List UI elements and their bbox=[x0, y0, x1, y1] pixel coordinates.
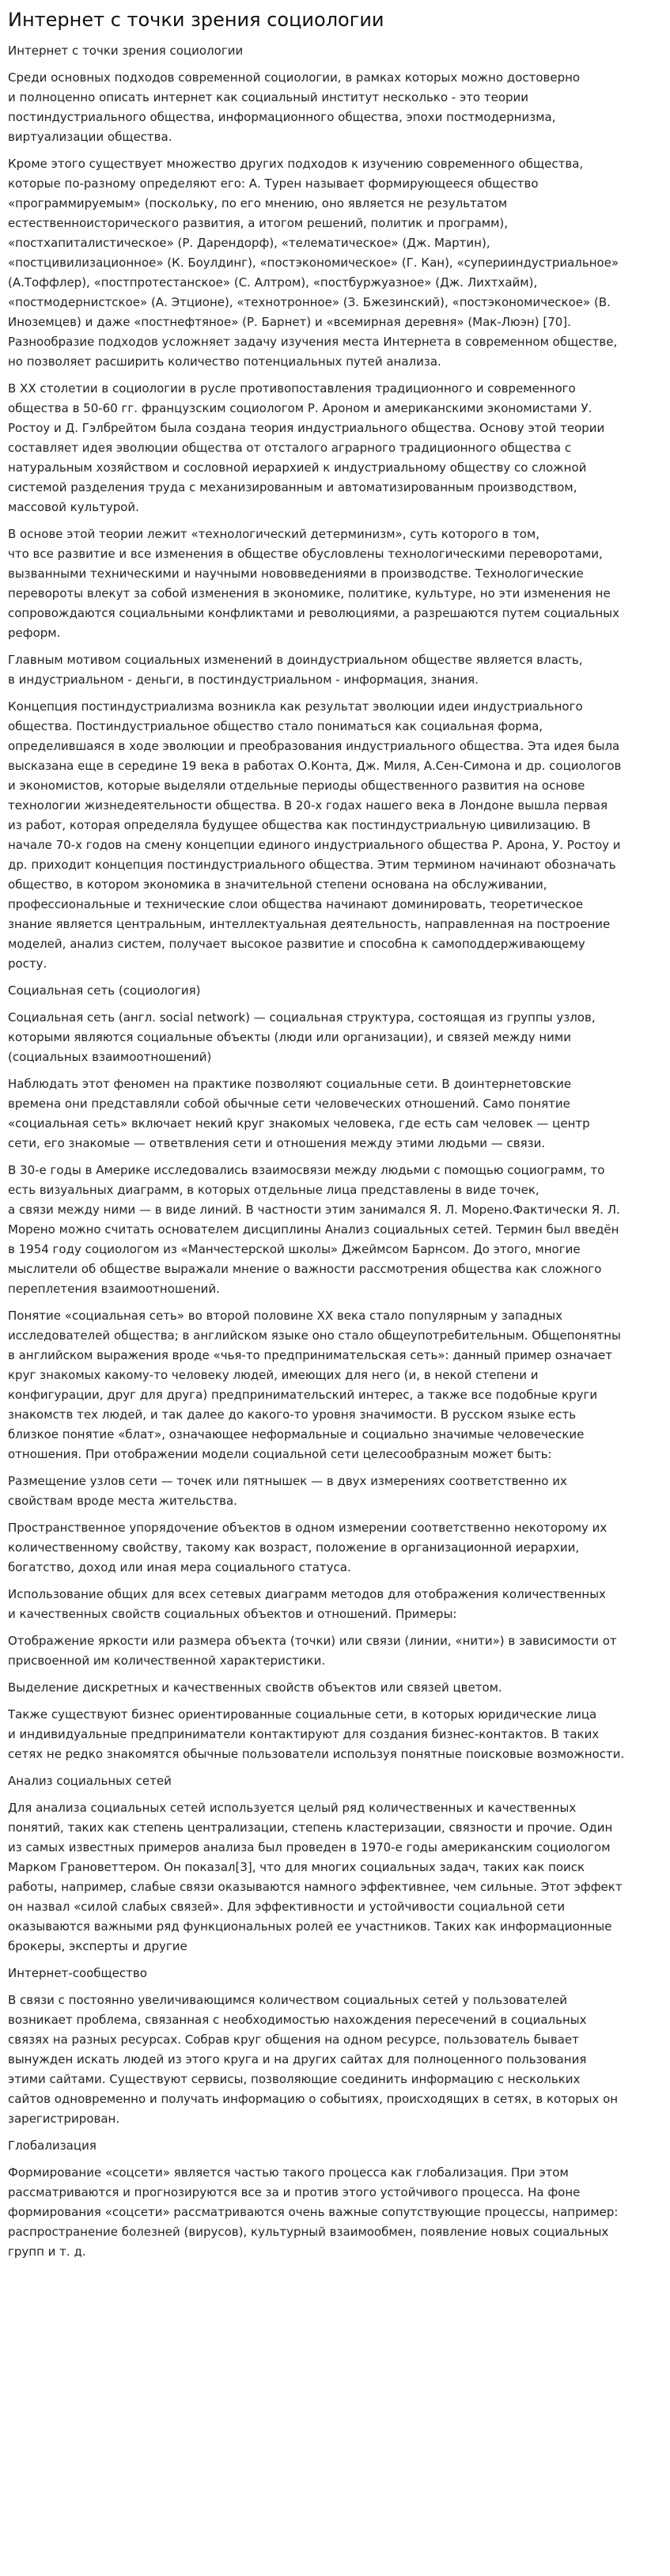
paragraph-globalization: Формирование «соцсети» является частью такого процесса как глобализация. При этом рассматриваются и прогнозируются все за и против этого устойчивого процесса. На фоне формирования «соцсети» рассматриваются очень важные сопутствующие процессы, например: распространение болезней (вирусов), культурный взаимообмен, появление новых социальных групп и т. д. bbox=[8, 2165, 619, 2259]
paragraph-node-placement: Размещение узлов сети — точек или пятнышек — в двух измерениях соответственно их свойствам вроде места жительства. bbox=[8, 1474, 567, 1508]
section-heading-social-network: Социальная сеть (социология) bbox=[8, 983, 201, 998]
paragraph-main-motive: Главным мотивом социальных изменений в доиндустриальном обществе является власть, в индустриальном - деньги, в постиндустриальном - информация, знания. bbox=[8, 653, 583, 687]
article-subtitle: Интернет с точки зрения социологии bbox=[8, 44, 244, 58]
page-title: Интернет с точки зрения социологии bbox=[8, 9, 384, 31]
paragraph-phenomenon: Наблюдать этот феномен на практике позволяют социальные сети. В доинтернетовские времена они представляли собой обычные сети человеческих отношений. Само понятие «социальная сеть» включает некий круг знакомых человека, где есть сам человек — центр сети, его знакомые — ответвления сети и отношения между этими людьми — связи. bbox=[8, 1077, 590, 1150]
paragraph-analysis: Для анализа социальных сетей используется целый ряд количественных и качественных понятий, таких как степень централизации, степень кластеризации, связности и прочие. Один из самых известных примеров анализа был проведен в 1970-е годы американским социологом Марком Грановеттером. Он показал[3], что для многих социальных задач, таких как поиск работы, например, слабые связи оказываются намного эффективнее, чем сильные. Этот эффект он назвал «силой слабых связей». Для эффективности и устойчивости социальной сети оказываются важными ряд функциональных ролей ее участников. Таких как информационные брокеры, эксперты и другие bbox=[8, 1801, 623, 1953]
paragraph-social-network-definition: Социальная сеть (англ. social network) — социальная структура, состоящая из группы узлов, которыми являются социальные объекты (люди или организации), и связей между ними (социальных взаимоотношений) bbox=[8, 1010, 596, 1064]
paragraph-business-networks: Также существуют бизнес ориентированные социальные сети, в которых юридические лица и индивидуальные предприниматели контактируют для создания бизнес-контактов. В таких сетях не редко знакомятся обычные пользователи используя понятные поисковые возможности. bbox=[8, 1707, 625, 1761]
section-heading-analysis: Анализ социальных сетей bbox=[8, 1774, 172, 1788]
paragraph-spatial-ordering: Пространственное упорядочение объектов в одном измерении соответственно некоторому их количественному свойству, такому как возраст, положение в организационной иерархии, богатство, доход или иная мера социального статуса. bbox=[8, 1521, 608, 1574]
paragraph-color-highlight: Выделение дискретных и качественных свойств объектов или связей цветом. bbox=[8, 1680, 502, 1695]
paragraph-concept-social-network: Понятие «социальная сеть» во второй половине XX века стало популярным у западных исследователей общества; в английском языке оно стало общеупотребительным. Общепонятны в английском выражения вроде «чья-то предпринимательская сеть»: данный пример означает круг знакомых какому-то человеку людей, имеющих для него (и, в некой степени и конфигурации, друг для друга) предпринимательский интерес, а также все подобные круги знакомств тех людей, и так далее до какого-то уровня значимости. В русском языке есть близкое понятие «блат», означающее неформальные и социально значимые человеческие отношения. При отображении модели социальной сети целесообразным может быть: bbox=[8, 1309, 621, 1461]
paragraph-approaches: Среди основных подходов современной социологии, в рамках которых можно достоверно и полноценно описать интернет как социальный институт несколько - это теории постиндустриального общества, информационного общества, эпохи постмодернизма, виртуализации общества. bbox=[8, 70, 581, 144]
paragraph-other-approaches: Кроме этого существует множество других подходов к изучению современного общества, которые по-разному определяют его: А. Турен называет формирующееся общество «программируемым» (поскольку, по его мнению, оно является не результатом естественноисторического развития, а итогом решений, политик и программ), «постхапиталистическое» (Р. Дарендорф), «телематическое» (Дж. Мартин), «постцивилизационное» (К. Боулдинг), «постэкономическое» (Г. Кан), «суперииндустриальное» (А.Тоффлер), «постпротестанское» (С. Алтром), «постбуржуазное» (Дж. Лихтхайм), «постмодернистское» (А. Этционе), «технотронное» (З. Бжезинский), «постэкономическое» (В. Иноземцев) и даже «постнефтяное» (Р. Барнет) и «всемирная деревня» (Мак-Люэн) [70]. Разнообразие подходов усложняет задачу изучения места Интернета в современном обществе, но позволяет расширить количество потенциальных путей анализа. bbox=[8, 157, 619, 369]
paragraph-postindustrialism: Концепция постиндустриализма возникла как результат эволюции идеи индустриального общества. Постиндустриальное общество стало пониматься как социальная форма, определившаяся в ходе эволюции и преобразования индустриального общества. Эта идея была высказана еще в середине 19 века в работах О.Конта, Дж. Миля, А.Сен-Симона и др. социологов и экономистов, которые выделяли отдельные периоды общественного развития на основе технологии жизнедеятельности общества. В 20-х годах нашего века в Лондоне вышла первая из работ, которая определяла будущее общества как постиндустриальную цивилизацию. В начале 70-х годов на смену концепции единого индустриального общества Р. Арона, У. Ростоу и др. приходит концепция постиндустриального общества. Этим термином начинают обозначать общество, в котором экономика в значительной степени основана на обслуживании, профессиональные и технические слои общества начинают доминировать, теоретическое знание является центральным, интеллектуальная деятельность, направленная на построение моделей, анализ систем, получает высокое развитие и способна к самоподдерживающему росту. bbox=[8, 699, 622, 971]
section-heading-globalization: Глобализация bbox=[8, 2138, 97, 2153]
paragraph-common-methods: Использование общих для всех сетевых диаграмм методов для отображения количественных и качественных свойств социальных объектов и отношений. Примеры: bbox=[8, 1587, 606, 1621]
paragraph-sociograms: В 30-е годы в Америке исследовались взаимосвязи между людьми с помощью социограмм, то есть визуальных диаграмм, в которых отдельные лица представлены в виде точек, а связи между ними — в виде линий. В частности этим занимался Я. Л. Морено.Фактически Я. Л. Морено можно считать основателем дисциплины Анализ социальных сетей. Термин был введён в 1954 году социологом из «Манчестерской школы» Джеймсом Барнсом. До этого, многие мыслители об обществе выражали мнение о важности рассмотрения общества как сложного переплетения взаимоотношений. bbox=[8, 1163, 620, 1296]
paragraph-tech-determinism: В основе этой теории лежит «технологический детерминизм», суть которого в том, что все развитие и все изменения в обществе обусловлены технологическими переворотами, вызванными техническими и научными нововведениями в производстве. Технологические перевороты влекут за собой изменения в экономике, политике, культуре, но эти изменения не сопровождаются социальными конфликтами и революциями, а разрешаются путем социальных реформ. bbox=[8, 527, 620, 640]
section-heading-internet-community: Интернет-сообщество bbox=[8, 1966, 147, 1980]
paragraph-internet-community: В связи с постоянно увеличивающимся количеством социальных сетей у пользователей возникает проблема, связанная с необходимостью нахождения пересечений в социальных связях на разных ресурсах. Собрав круг общения на одном ресурсе, пользователь бывает вынужден искать людей из этого круга и на других сайтах для полноценного пользования этими сайтами. Существуют сервисы, позволяющие соединить информацию с нескольких сайтов одновременно и получать информацию о событиях, происходящих в сетях, в которых он зарегистрирован. bbox=[8, 1993, 619, 2126]
paragraph-brightness-size: Отображение яркости или размера объекта (точки) или связи (линии, «нити») в зависимости от присвоенной им количественной характеристики. bbox=[8, 1634, 617, 1668]
paragraph-industrial-theory: В XX столетии в социологии в русле противопоставления традиционного и современного общества в 50-60 гг. французским социологом Р. Ароном и американскими экономистами У. Ростоу и Д. Гэлбрейтом была создана теория индустриального общества. Основу этой теории составляет идея эволюции общества от отсталого аграрного традиционного общества с натуральным хозяйством и сословной иерархией к индустриальному обществу со сложной системой разделения труда с механизированным и автоматизированным производством, массовой культурой. bbox=[8, 381, 605, 514]
